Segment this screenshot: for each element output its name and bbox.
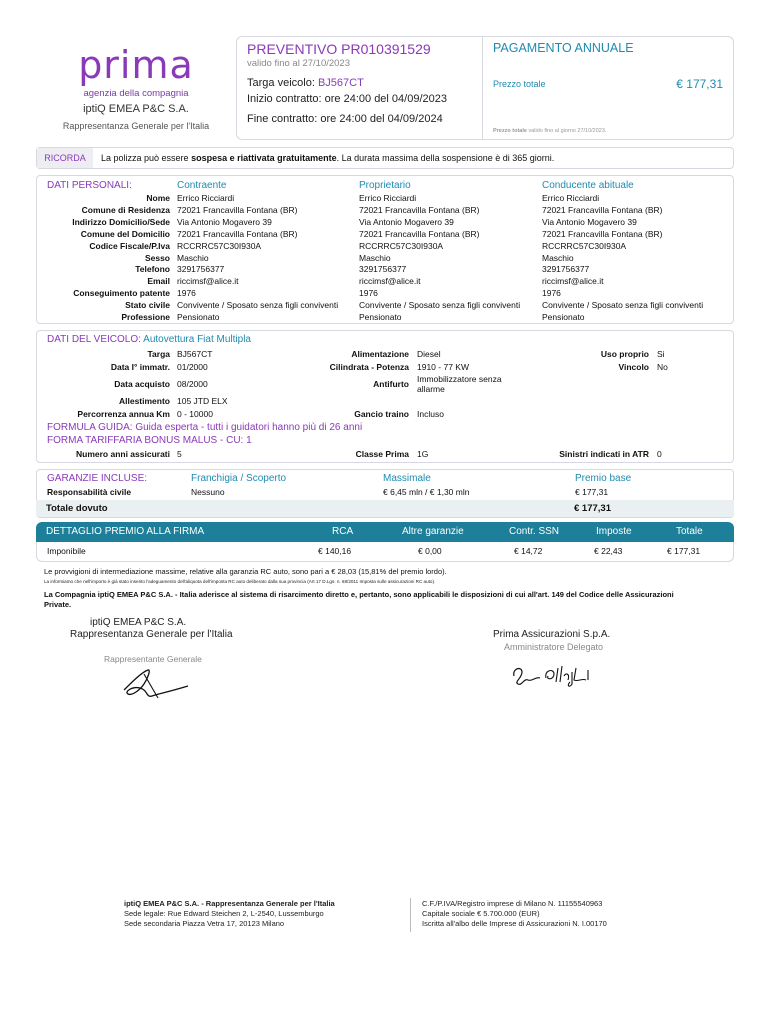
footer-capital: Capitale sociale € 5.700.000 (EUR) [422,909,540,918]
personal-value-conducente: 72021 Francavilla Fontana (BR) [542,228,663,239]
allestimento-label: Allestimento [118,396,170,406]
quote-panel [236,36,734,140]
alimentazione-value: Diesel [417,349,441,359]
footer-legal-seat: Sede legale: Rue Edward Steichen 2, L-2540, Lussemburgo [124,909,324,918]
premium-detail-title: DETTAGLIO PREMIO ALLA FIRMA [46,526,205,537]
col-conducente: Conducente abituale [542,180,634,191]
guarantees-title: GARANZIE INCLUSE: [47,473,148,484]
personal-label: Stato civile [125,300,170,311]
imponibile-totale: € 177,31 [667,546,701,556]
left-sign-role: Rappresentante Generale [104,654,202,664]
personal-value-proprietario: 72021 Francavilla Fontana (BR) [359,228,480,239]
price-note: Prezzo totale valido fino al giorno 27/10/2023. [493,128,607,134]
cilindrata-value: 1910 - 77 KW [417,362,469,372]
personal-value-conducente: Via Antonio Mogavero 39 [542,216,637,227]
anni-label: Numero anni assicurati [75,449,170,459]
personal-value-contraente: 1976 [177,288,196,299]
personal-value-conducente: Convivente / Sposato senza figli conviventi [542,300,704,311]
quote-info [237,37,483,139]
total-due-row [36,500,734,517]
imponibile-altre: € 0,00 [418,546,442,556]
personal-value-proprietario: 72021 Francavilla Fontana (BR) [359,204,480,215]
personal-value-contraente: Via Antonio Mogavero 39 [177,216,272,227]
direct-compensation-note: La Compagnia iptiQ EMEA P&C S.A. - Italia aderisce al sistema di risarcimento diretto e, pertanto, sono applicabili le disposizioni di cui all'art. 149 del Codice delle Assicurazioni Private. [44,590,674,609]
targa-value: BJ567CT [177,349,213,359]
uso-label: Uso proprio [600,349,649,359]
footer-secondary-seat: Sede secondaria Piazza Vetra 17, 20123 Milano [124,919,285,928]
percorrenza-label: Percorrenza annua Km [77,409,170,419]
total-due-value: € 177,31 [574,503,611,514]
reminder-banner [36,147,734,169]
payment-title: PAGAMENTO ANNUALE [493,41,634,55]
personal-data-section [36,175,734,324]
col-rca: RCA [332,526,354,537]
company-representation: Rappresentanza Generale per l'Italia [62,121,210,131]
guarantee-massimale: € 6,45 mln / € 1,30 mln [383,487,470,497]
col-proprietario: Proprietario [359,180,411,191]
acquisto-value: 08/2000 [177,379,208,389]
personal-value-contraente: riccimsf@alice.it [177,276,239,287]
prima-logo: prima [78,43,194,87]
left-sign-rep: Rappresentanza Generale per l'Italia [70,629,233,640]
personal-label: Comune di Residenza [81,204,170,215]
personal-value-conducente: riccimsf@alice.it [542,276,604,287]
payment-info [483,37,733,139]
personal-value-conducente: Pensionato [542,312,585,322]
imponibile-ssn: € 14,72 [514,546,543,556]
contract-start: Inizio contratto: ore 24:00 del 04/09/2023 [247,93,447,105]
commission-note: Le provvigioni di intermediazione massime, relative alla garanzia RC auto, sono pari a € 28,03 (15,81% del premio lordo). [44,567,447,576]
reminder-text: La polizza può essere sospesa e riattivata gratuitamente. La durata massima della sospensione è di 365 giorni. [101,153,555,163]
forma-tariffaria: FORMA TARIFFARIA BONUS MALUS - CU: 1 [47,435,252,446]
guarantee-name: Responsabilità civile [47,487,132,497]
targa-label: Targa [147,349,170,359]
personal-value-conducente: Errico Ricciardi [542,193,600,203]
left-signature-icon [118,664,192,704]
percorrenza-value: 0 - 10000 [177,409,213,419]
personal-data-title: DATI PERSONALI: [47,180,132,191]
vincolo-label: Vincolo [618,362,649,372]
antifurto-value-2: allarme [417,384,445,394]
sinistri-value: 0 [657,449,662,459]
premium-detail-row [36,542,734,562]
immatr-value: 01/2000 [177,362,208,372]
footer-register: Iscritta all'albo delle Imprese di Assicurazioni N. I.00170 [422,919,607,928]
footer-company: iptiQ EMEA P&C S.A. - Rappresentanza Generale per l'Italia [124,899,335,908]
allestimento-value: 105 JTD ELX [177,396,228,406]
classe-value: 1G [417,449,429,459]
personal-value-contraente: Errico Ricciardi [177,193,235,203]
personal-value-contraente: 72021 Francavilla Fontana (BR) [177,228,298,239]
col-contr-ssn: Contr. SSN [509,526,560,537]
cilindrata-label: Cilindrata - Potenza [329,362,409,372]
guarantee-franchigia: Nessuno [191,487,225,497]
personal-value-conducente: RCCRRC57C30I930A [542,240,627,251]
personal-value-proprietario: Maschio [359,252,391,263]
personal-value-contraente: 3291756377 [177,264,225,275]
gancio-value: Incluso [417,409,444,419]
right-signature-icon [510,660,596,690]
col-totale: Totale [676,526,703,537]
personal-value-proprietario: Via Antonio Mogavero 39 [359,216,454,227]
personal-label: Codice Fiscale/P.Iva [89,240,170,251]
alimentazione-label: Alimentazione [351,349,409,359]
personal-value-contraente: Convivente / Sposato senza figli conviventi [177,300,339,311]
personal-label: Telefono [135,264,170,275]
vehicle-title: DATI DEL VEICOLO: Autovettura Fiat Multipla [47,334,251,345]
personal-value-proprietario: Convivente / Sposato senza figli conviventi [359,300,521,311]
col-massimale: Massimale [383,473,431,484]
footer-left [124,899,335,929]
total-due-label: Totale dovuto [46,503,108,514]
imponibile-rca: € 140,16 [318,546,352,556]
company-name: iptiQ EMEA P&C S.A. [83,103,189,115]
right-sign-company: Prima Assicurazioni S.p.A. [493,629,611,640]
personal-value-proprietario: Errico Ricciardi [359,193,417,203]
personal-value-proprietario: RCCRRC57C30I930A [359,240,444,251]
personal-value-contraente: Maschio [177,252,209,263]
personal-value-conducente: 72021 Francavilla Fontana (BR) [542,204,663,215]
footer-divider [410,898,411,932]
footer-right [422,899,607,929]
contract-end: Fine contratto: ore 24:00 del 04/09/2024 [247,113,443,125]
tax-note: La informiamo che nell'importo è già stato inserito l'adeguamento dell'aliquota dell'imposta RC auto deliberato dalla sua provincia (Art 17 D.Lgs. n. 68/2011 Imposta sulle assicurazioni RC auto). [44,579,436,584]
personal-label: Nome [146,193,170,203]
immatr-label: Data I° immatr. [110,362,170,372]
personal-label: Professione [121,312,170,322]
brand-block [36,36,236,138]
formula-guida: FORMULA GUIDA: Guida esperta - tutti i guidatori hanno più di 26 anni [47,422,363,433]
vehicle-section [36,330,734,463]
col-altre-garanzie: Altre garanzie [402,526,464,537]
col-premio: Premio base [575,473,632,484]
personal-label: Indirizzo Domicilio/Sede [72,216,170,227]
plate-label: Targa veicolo: [247,77,315,89]
uso-value: Si [657,349,665,359]
personal-value-proprietario: 1976 [359,288,378,299]
premium-detail-header [36,522,734,542]
vehicle-model: Autovettura Fiat Multipla [143,334,251,345]
plate-line [247,77,472,89]
logo-tagline: agenzia della compagnia [83,88,189,99]
personal-value-conducente: 3291756377 [542,264,590,275]
total-price-label: Prezzo totale [493,79,546,89]
col-contraente: Contraente [177,180,227,191]
personal-value-proprietario: riccimsf@alice.it [359,276,421,287]
total-price-value: € 177,31 [676,77,723,91]
gancio-label: Gancio traino [354,409,409,419]
personal-label: Email [147,276,170,287]
personal-value-conducente: 1976 [542,288,561,299]
antifurto-label: Antifurto [373,379,409,389]
sinistri-label: Sinistri indicati in ATR [559,449,649,459]
imponibile-label: Imponibile [47,546,86,556]
personal-label: Conseguimento patente [73,288,170,299]
quote-validity: valido fino al 27/10/2023 [247,58,350,69]
guarantee-premio: € 177,31 [575,487,609,497]
personal-value-contraente: 72021 Francavilla Fontana (BR) [177,204,298,215]
col-imposte: Imposte [596,526,632,537]
col-franchigia: Franchigia / Scoperto [191,473,287,484]
footer-registration: C.F./P.IVA/Registro imprese di Milano N. 11155540963 [422,899,603,908]
right-sign-role: Amministratore Delegato [504,642,604,652]
personal-label: Comune del Domicilio [80,228,170,239]
reminder-tag: RICORDA [37,148,93,168]
antifurto-value-1: Immobilizzatore senza [417,374,502,384]
personal-value-contraente: Pensionato [177,312,220,322]
personal-value-contraente: RCCRRC57C30I930A [177,240,262,251]
classe-label: Classe Prima [355,449,409,459]
plate-value: BJ567CT [317,77,364,89]
personal-value-proprietario: Pensionato [359,312,402,322]
imponibile-imposte: € 22,43 [594,546,623,556]
personal-value-conducente: Maschio [542,252,574,263]
acquisto-label: Data acquisto [114,379,170,389]
vincolo-value: No [657,362,668,372]
left-sign-company: iptiQ EMEA P&C S.A. [90,617,187,628]
personal-label: Sesso [144,252,170,263]
personal-value-proprietario: 3291756377 [359,264,407,275]
anni-value: 5 [177,449,182,459]
quote-title: PREVENTIVO PR010391529 [247,41,431,57]
